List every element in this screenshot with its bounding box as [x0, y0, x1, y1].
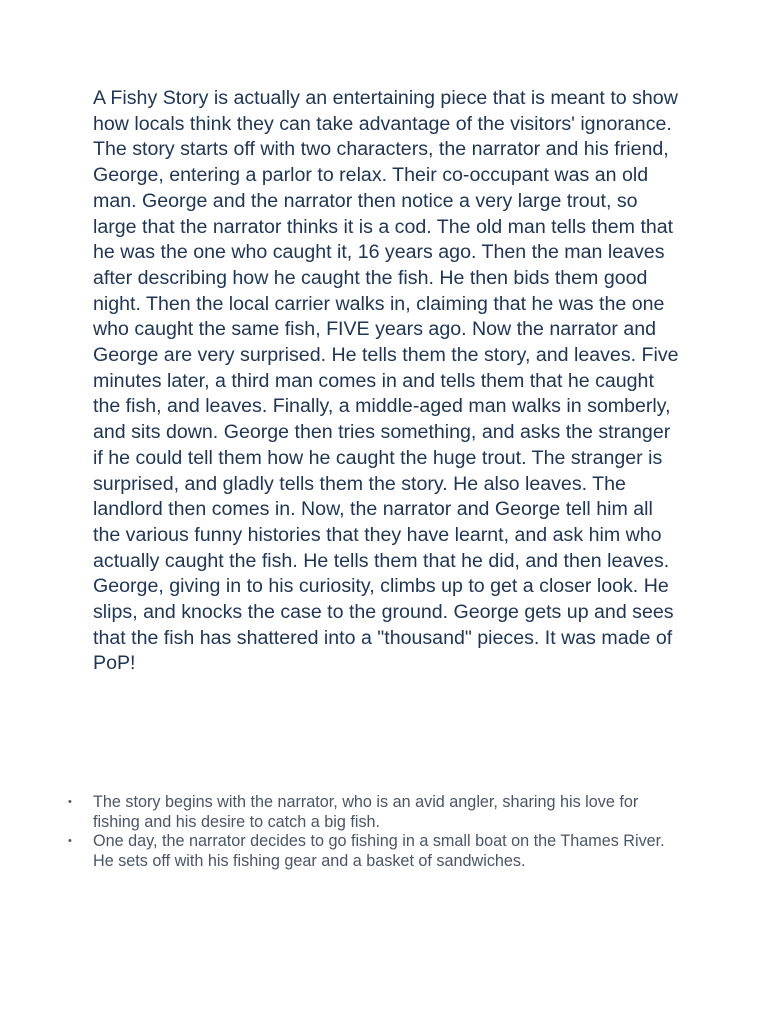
bullet-text: One day, the narrator decides to go fishing in a small boat on the Thames River. He sets off with his fishing gear and a basket of sandwiches.: [93, 832, 665, 871]
story-summary-paragraph: A Fishy Story is actually an entertaining piece that is meant to show how locals think they can take advantage of the visitors' ignorance. The story starts off with two characters, the narrator and his friend, George, entering a parlor to relax. Their co-occupant was an old man. George and the narrator then notice a very large trout, so large that the narrator thinks it is a cod. The old man tells them that he was the one who caught it, 16 years ago. Then the man leaves after describing how he caught the fish. He then bids them good night. Then the local carrier walks in, claiming that he was the one who caught the same fish, FIVE years ago. Now the narrator and George are very surprised. He tells them the story, and leaves. Five minutes later, a third man comes in and tells them that he caught the fish, and leaves. Finally, a middle-aged man walks in somberly, and sits down. George then tries something, and asks the stranger if he could tell them how he caught the huge trout. The stranger is surprised, and gladly tells them the story. He also leaves. The landlord then comes in. Now, the narrator and George tell him all the various funny histories that they have learnt, and ask him who actually caught the fish. He tells them that he did, and then leaves. George, giving in to his curiosity, climbs up to get a closer look. He slips, and knocks the case to the ground. George gets up and sees that the fish has shattered into a "thousand" pieces. It was made of PoP!: [93, 87, 679, 675]
bullet-marker: •: [68, 835, 72, 848]
bullet-text: The story begins with the narrator, who is an avid angler, sharing his love for fishing and his desire to catch a big fish.: [93, 793, 639, 831]
list-item: [68, 832, 668, 871]
bullet-marker: •: [68, 796, 72, 808]
bullet-list: [68, 793, 668, 872]
list-item: [68, 793, 668, 832]
